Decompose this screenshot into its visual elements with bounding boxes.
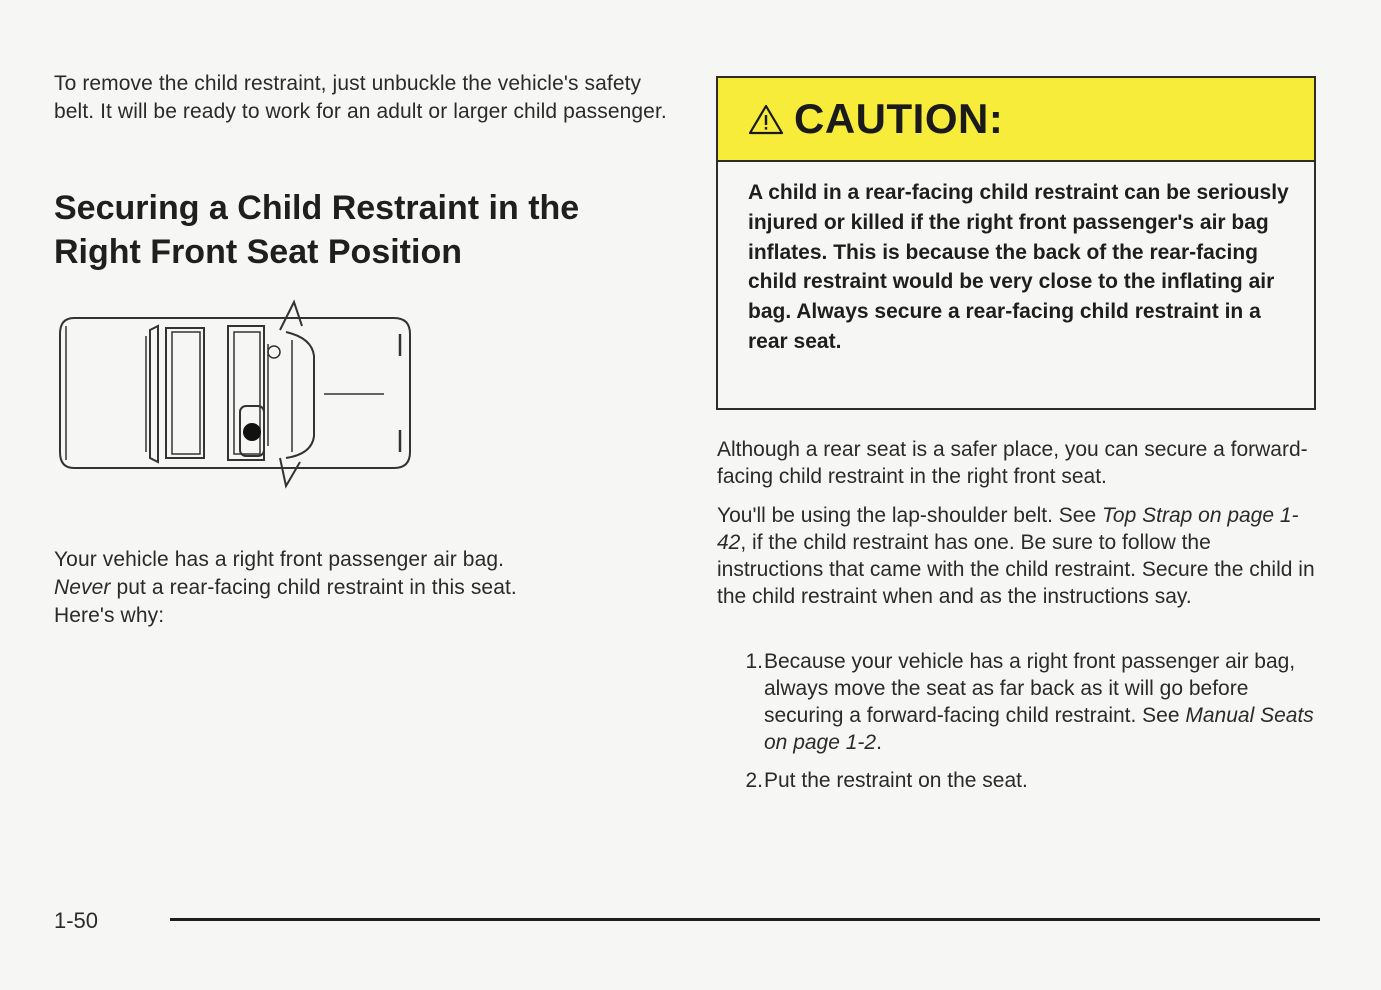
step-number: 1. [745, 650, 763, 673]
step-text-after: . [876, 731, 882, 754]
airbag-line-1: Your vehicle has a right front passenger air bag. [54, 548, 505, 571]
step-text [764, 648, 1317, 756]
car-body-outline [60, 318, 410, 468]
using-text-after: , if the child restraint has one. Be sure to follow the instructions that came with the child restraint. Secure the child in the child restraint when and as the instructions say. [717, 531, 1315, 608]
vehicle-top-view-airbag-icon [54, 296, 416, 492]
lap-shoulder-belt-paragraph [717, 502, 1317, 610]
warning-triangle-icon [748, 103, 784, 135]
rear-window [150, 326, 158, 462]
airbag-paragraph [54, 546, 674, 630]
section-heading-line-1: Securing a Child Restraint in the [54, 189, 580, 227]
manual-seats-reference-link[interactable]: Manual Seats on page 1-2 [764, 704, 1314, 754]
section-heading-line-2: Right Front Seat Position [54, 233, 462, 271]
footer-divider [170, 918, 1320, 921]
safer-place-paragraph: Although a rear seat is a safer place, you can secure a forward-facing child restraint in the right front seat. [717, 438, 1308, 488]
airbag-line-3: Here's why: [54, 604, 165, 627]
mirror-top [280, 302, 302, 330]
windshield [286, 332, 314, 458]
step-number: 2. [745, 769, 763, 792]
list-item [717, 767, 1317, 794]
caution-box [716, 76, 1316, 410]
top-strap-reference-link[interactable]: Top Strap on page 1-42 [717, 504, 1299, 554]
section-heading [54, 186, 674, 274]
never-emphasis: Never [54, 576, 111, 599]
child-head [243, 423, 261, 441]
step-text-before: Because your vehicle has a right front passenger air bag, always move the seat as far back as it will go before securing a forward-facing child restraint. See [764, 650, 1296, 727]
using-text-before: You'll be using the lap-shoulder belt. See [717, 504, 1103, 527]
step-text: Put the restraint on the seat. [764, 769, 1028, 792]
caution-header [718, 78, 1314, 162]
page-number: 1-50 [54, 908, 99, 933]
steps-list [717, 648, 1317, 805]
intro-paragraph: To remove the child restraint, just unbuckle the vehicle's safety belt. It will be ready to work for an adult or larger child passenger. [54, 72, 667, 123]
caution-title: CAUTION: [794, 95, 1004, 142]
mirror-bottom [280, 458, 300, 486]
caution-text: A child in a rear-facing child restraint can be seriously injured or killed if the right front passenger's air bag inflates. This is because the back of the rear-facing child restraint would be very close to the inflating air bag. Always secure a rear-facing child restraint in a rear seat. [748, 181, 1289, 353]
list-item [717, 648, 1317, 756]
airbag-line-2: put a rear-facing child restraint in this seat. [110, 576, 517, 599]
